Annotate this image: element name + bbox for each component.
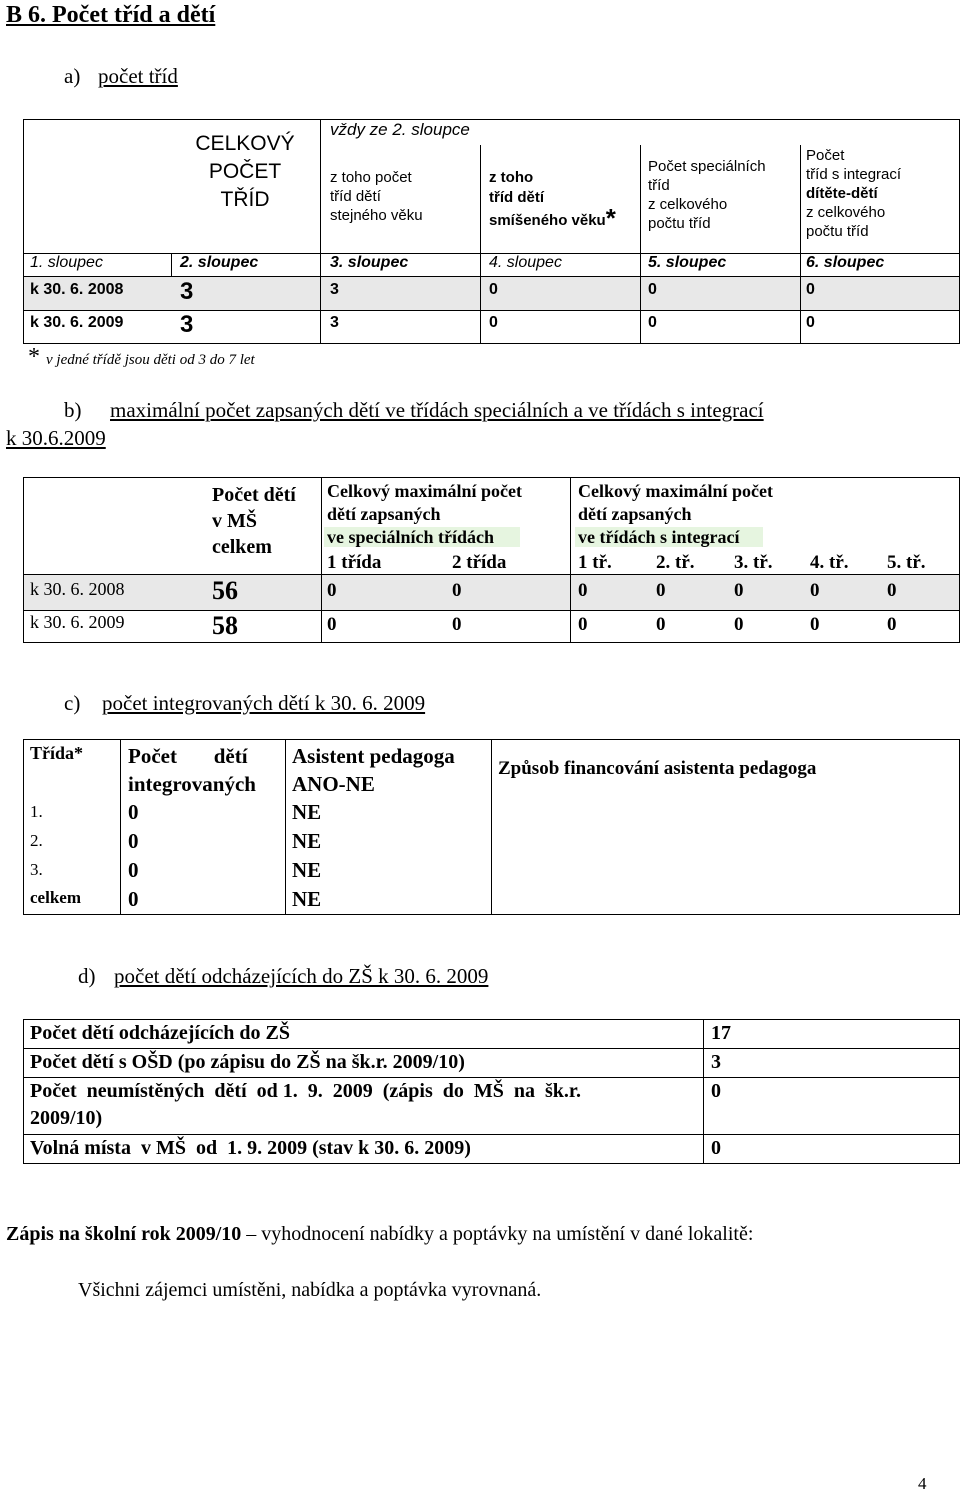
sub-header-int-3: 3. tř.: [734, 552, 773, 573]
col-integration-classes-header: Počet tříd s integrací dítěte-dětí z celkového počtu tříd: [806, 147, 902, 240]
page-heading: B 6. Počet tříd a dětí: [6, 2, 216, 28]
col-number-5: 5. sloupec: [648, 254, 727, 271]
section-b-label: b): [64, 398, 82, 422]
col-children-total-header: Počet dětí v MŠ celkem: [212, 484, 296, 558]
col-class-header: Třída*: [30, 743, 84, 763]
sub-header-int-5: 5. tř.: [887, 552, 926, 573]
col-number-4: 4. sloupec: [489, 254, 562, 271]
page-number: 4: [918, 1474, 927, 1493]
enrollment-heading: Zápis na školní rok 2009/10: [6, 1223, 242, 1245]
section-b-title-line2: k 30.6.2009: [6, 426, 106, 450]
col-special-max-header: Celkový maximální počet dětí zapsaných ve speciálních třídách: [327, 481, 522, 547]
sub-header-int-4: 4. tř.: [810, 552, 849, 573]
sub-header-1-class: 1 třída: [327, 552, 382, 573]
section-a-label: a): [64, 64, 81, 88]
section-c-label: c): [64, 691, 81, 715]
sub-header-int-2: 2. tř.: [656, 552, 695, 573]
footnote: v jedné třídě jsou děti od 3 do 7 let: [46, 352, 255, 368]
footnote-star: *: [28, 344, 40, 370]
col-number-3: 3. sloupec: [330, 254, 409, 271]
col-mixed-age-header: z toho tříd dětí smíšeného věku*: [489, 169, 616, 233]
section-b-title-line1: maximální počet zapsaných dětí ve třídách speciálních a ve třídách s integrací: [110, 398, 764, 422]
col-number-2: 2. sloupec: [180, 254, 259, 271]
enrollment-description: – vyhodnocení nabídky a poptávky na umístění v dané lokalitě:: [241, 1223, 754, 1245]
section-a-title: počet tříd: [98, 64, 178, 88]
col-funding-header: Způsob financování asistenta pedagoga: [498, 758, 817, 779]
col-assistant-header: Asistent pedagoga ANO-NE: [292, 744, 455, 796]
enrollment-line: [6, 1223, 753, 1246]
sub-header-int-1: 1 tř.: [578, 552, 612, 573]
sub-header-2-class: 2 třída: [452, 552, 507, 573]
enrollment-summary: Všichni zájemci umístěni, nabídka a poptávka vyrovnaná.: [78, 1279, 542, 1301]
page: B 6. Počet tříd a dětí a) počet tříd CELKOVÝ POČET TŘÍD vždy ze 2. sloupce z toho počet tříd dětí stejného věku z toho tříd dětí smíšeného věku* Počet speciálních tříd z celkového počtu tříd Počet tříd s integrací dítěte-dětí z celkového počtu tříd 1. sloupec 2. sloupec 3. sloupec 4. sloupec 5. sloupec 6. sloupec k 30. 6. 2008 3 3 0 0 0 k 30. 6. 2009 3 3 0 0 0 * v jedné třídě jsou děti od 3 do 7 let b) maximální počet zapsaných dětí ve třídách speciálních a ve třídách s integrací k 30.6.2009 Počet dětí v MŠ celkem Celkový maximální počet dětí zapsaných ve speciálních třídách Celkový maximální počet dětí zapsaných ve třídách s integrací 1 třída 2 třída 1 tř. 2. tř. 3. tř. 4. tř. 5. tř. k 30. 6. 2008 56 0 0 0 0 0 0 0 k 30. 6. 2009 58 0 0 0 0 0 0 0 c) počet integrovaných dětí k 30. 6. 2009 Třída* Počet dětí integrovaných Asistent pedagoga ANO-NE Způsob financování asistenta pedagoga 1. 0 NE 2. 0 NE 3. 0 NE celkem 0 NE d) počet dětí odcházejících do ZŠ k 30. 6. 2009 Počet dětí odcházejících do ZŠ 17 Počet dětí s OŠD (po zápisu do ZŠ na šk.r. 2009/10) 3 Počet neumístěných dětí od 1. 9. 2009 (zápis do MŠ na šk.r. 2009/10) 0 Volná místa v MŠ od 1. 9. 2009 (stav k 30. 6. 2009) 0 Zápis na školní rok 2009/10 – vyhodnocení nabídky a poptávky na umístění v dané lokalitě: Všichni zájemci umístěni, nabídka a poptávka vyrovnaná. 4: [0, 0, 960, 1493]
section-c-title: počet integrovaných dětí k 30. 6. 2009: [102, 691, 426, 715]
col-number-6: 6. sloupec: [806, 254, 885, 271]
section-d-title: počet dětí odcházejících do ZŠ k 30. 6. 2009: [114, 964, 489, 988]
col-integration-max-header: Celkový maximální počet dětí zapsaných ve třídách s integrací: [578, 481, 773, 547]
group-header: vždy ze 2. sloupce: [330, 120, 470, 139]
section-d-label: d): [78, 964, 96, 988]
col-integrated-count-header: Počet dětí integrovaných: [128, 744, 256, 796]
col-special-classes-header: Počet speciálních tříd z celkového počtu tříd: [648, 158, 766, 232]
col-number-1: 1. sloupec: [30, 254, 103, 271]
col-total-classes-header: CELKOVÝ POČET TŘÍD: [195, 132, 295, 211]
col-same-age-header: z toho počet tříd dětí stejného věku: [330, 169, 423, 224]
